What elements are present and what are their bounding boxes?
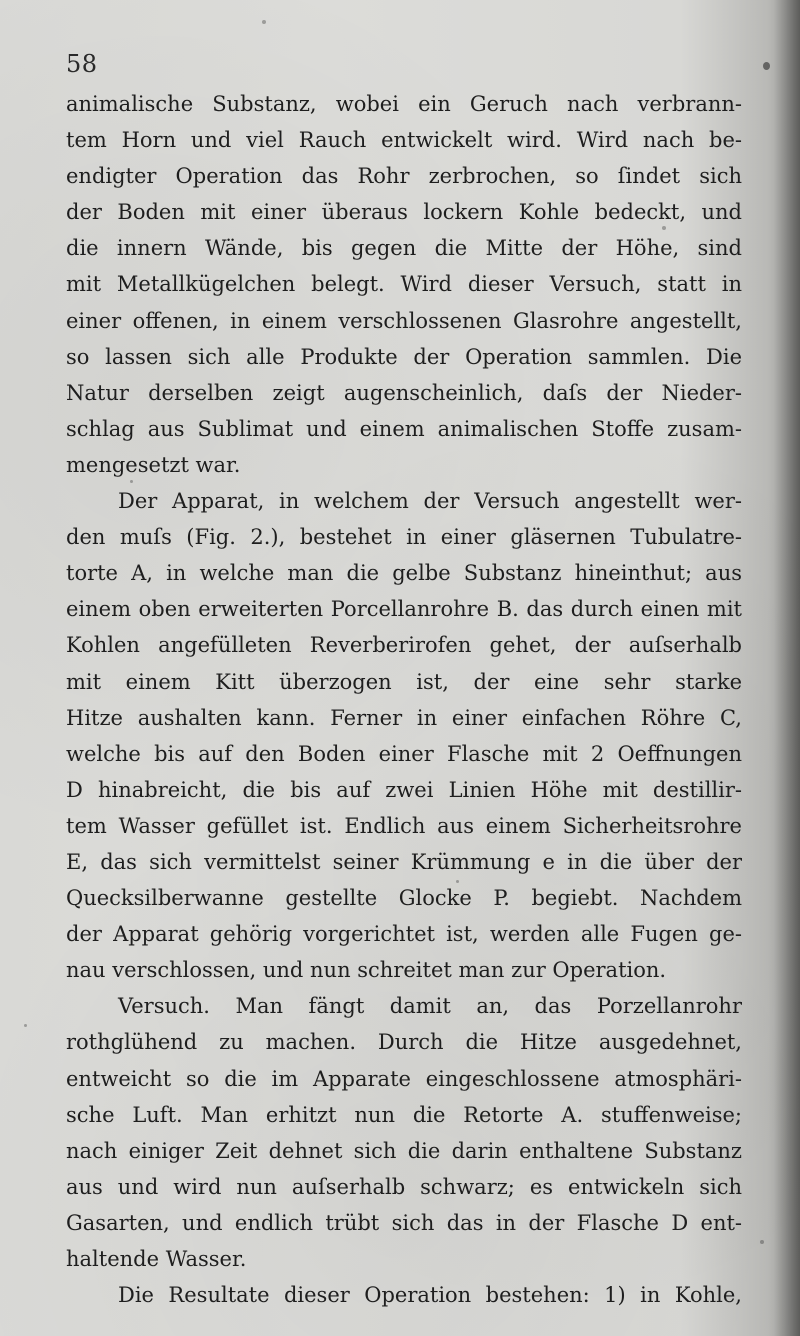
text-line: tem Wasser gefüllet ist. Endlich aus einem Sicherheitsrohre [66, 813, 742, 838]
text-line: schlag aus Sublimat und einem animalischen Stoffe zusam- [66, 416, 742, 441]
paper-speck [763, 62, 770, 70]
text-line: aus und wird nun auſserhalb schwarz; es entwickeln sich [66, 1174, 742, 1199]
text-line: mit Metallkügelchen belegt. Wird dieser Versuch, statt in [66, 272, 742, 297]
text-line: so lassen sich alle Produkte der Operation sammlen. Die [66, 344, 742, 369]
text-line: entweicht so die im Apparate eingeschlossene atmosphäri- [66, 1066, 742, 1091]
text-line: Hitze aushalten kann. Ferner in einer einfachen Röhre C, [66, 705, 742, 730]
text-line: tem Horn und viel Rauch entwickelt wird. Wird nach be- [66, 128, 742, 153]
body-text [66, 86, 742, 1313]
paper-speck [760, 1240, 764, 1244]
text-line: Kohlen angefülleten Reverberirofen gehet, der auſserhalb [66, 633, 742, 658]
text-line: die innern Wände, bis gegen die Mitte der Höhe, sind [66, 236, 742, 261]
text-line: Die Resultate dieser Operation bestehen: 1) in Kohle, [118, 1283, 742, 1308]
paper-speck [262, 20, 266, 24]
text-line: den muſs (Fig. 2.), bestehet in einer gläsernen Tubulatre- [66, 525, 742, 550]
page-edge-shadow [774, 0, 800, 1336]
text-line: Der Apparat, in welchem der Versuch angestellt wer- [118, 489, 742, 514]
text-line: D hinabreicht, die bis auf zwei Linien Höhe mit destillir- [66, 777, 742, 802]
text-line: der Boden mit einer überaus lockern Kohle bedeckt, und [66, 200, 742, 225]
text-line: mengesetzt war. [66, 452, 241, 477]
text-line: sche Luft. Man erhitzt nun die Retorte A. stuffenweise; [66, 1102, 742, 1127]
text-line: einer offenen, in einem verschlossenen Glasrohre angestellt, [66, 308, 742, 333]
text-line: nach einiger Zeit dehnet sich die darin enthaltene Substanz [66, 1138, 742, 1163]
paper-speck [24, 1024, 27, 1027]
text-line: Gasarten, und endlich trübt sich das in der Flasche D ent- [66, 1210, 742, 1235]
text-line: mit einem Kitt überzogen ist, der eine sehr starke [66, 669, 742, 694]
text-line: nau verschlossen, und nun schreitet man zur Operation. [66, 958, 667, 983]
text-line: Quecksilberwanne gestellte Glocke P. begiebt. Nachdem [66, 886, 742, 911]
text-line: haltende Wasser. [66, 1247, 247, 1271]
text-line: welche bis auf den Boden einer Flasche mit 2 Oeffnungen [66, 741, 742, 766]
text-line: der Apparat gehörig vorgerichtet ist, werden alle Fugen ge- [66, 922, 742, 947]
page-number: 58 [66, 50, 98, 78]
text-line: E, das sich vermittelst seiner Krümmung e in die über der [66, 849, 742, 874]
text-line: animalische Substanz, wobei ein Geruch nach verbrann- [66, 92, 742, 116]
text-line: rothglühend zu machen. Durch die Hitze ausgedehnet, [66, 1030, 742, 1055]
text-line: einem oben erweiterten Porcellanrohre B. das durch einen mit [66, 597, 742, 622]
text-line: torte A, in welche man die gelbe Substanz hineinthut; aus [66, 561, 742, 586]
text-line: Natur derselben zeigt augenscheinlich, daſs der Nieder- [66, 380, 742, 405]
text-line: Versuch. Man fängt damit an, das Porzellanrohr [118, 994, 742, 1019]
text-line: endigter Operation das Rohr zerbrochen, so ſindet sich [66, 164, 742, 189]
